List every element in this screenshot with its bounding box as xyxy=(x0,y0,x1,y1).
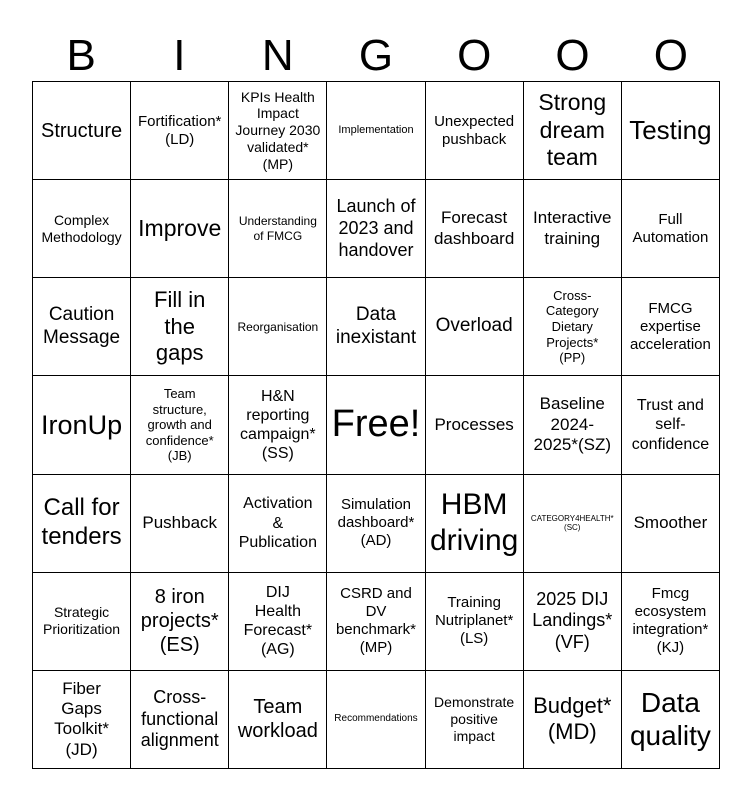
header-letter: I xyxy=(173,31,186,80)
bingo-cell[interactable]: Cross- functional alignment xyxy=(131,671,229,769)
bingo-cell[interactable]: Launch of 2023 and handover xyxy=(327,180,425,278)
bingo-cell[interactable]: Interactive training xyxy=(524,180,622,278)
bingo-cell[interactable]: Demonstrate positive impact xyxy=(426,671,524,769)
bingo-cell[interactable]: Forecast dashboard xyxy=(426,180,524,278)
bingo-cell[interactable]: Strong dream team xyxy=(524,82,622,180)
bingo-cell[interactable]: Strategic Prioritization xyxy=(33,573,131,671)
bingo-cell[interactable]: Trust and self- confidence xyxy=(622,376,720,474)
bingo-cell[interactable]: Fmcg ecosystem integration* (KJ) xyxy=(622,573,720,671)
bingo-cell[interactable]: Overload xyxy=(426,278,524,376)
bingo-header xyxy=(32,30,720,82)
bingo-cell[interactable]: Cross- Category Dietary Projects* (PP) xyxy=(524,278,622,376)
bingo-cell[interactable]: Pushback xyxy=(131,475,229,573)
bingo-cell[interactable]: Full Automation xyxy=(622,180,720,278)
bingo-cell[interactable]: Fortification* (LD) xyxy=(131,82,229,180)
bingo-cell[interactable]: Training Nutriplanet* (LS) xyxy=(426,573,524,671)
bingo-cell[interactable]: Improve xyxy=(131,180,229,278)
bingo-cell[interactable]: Reorganisation xyxy=(229,278,327,376)
bingo-cell[interactable]: Baseline 2024- 2025*(SZ) xyxy=(524,376,622,474)
header-letter: O xyxy=(457,31,492,80)
header-letter: G xyxy=(358,31,394,80)
bingo-cell[interactable]: Activation & Publication xyxy=(229,475,327,573)
bingo-cell[interactable]: DIJ Health Forecast* (AG) xyxy=(229,573,327,671)
bingo-cell[interactable]: Understanding of FMCG xyxy=(229,180,327,278)
header-letter: O xyxy=(555,31,590,80)
bingo-cell[interactable]: Team structure, growth and confidence* (JB) xyxy=(131,376,229,474)
bingo-cell[interactable]: Budget* (MD) xyxy=(524,671,622,769)
bingo-cell[interactable]: 2025 DIJ Landings* (VF) xyxy=(524,573,622,671)
bingo-cell[interactable]: CSRD and DV benchmark* (MP) xyxy=(327,573,425,671)
bingo-cell[interactable]: Unexpected pushback xyxy=(426,82,524,180)
bingo-cell[interactable]: KPIs Health Impact Journey 2030 validated* (MP) xyxy=(229,82,327,180)
bingo-cell[interactable]: Data quality xyxy=(622,671,720,769)
bingo-cell[interactable]: Complex Methodology xyxy=(33,180,131,278)
bingo-cell[interactable]: Recommendations xyxy=(327,671,425,769)
bingo-cell[interactable]: Implementation xyxy=(327,82,425,180)
bingo-cell[interactable]: Call for tenders xyxy=(33,475,131,573)
bingo-cell[interactable]: Free! xyxy=(327,376,425,474)
header-letter: O xyxy=(653,31,688,80)
header-letter: B xyxy=(66,31,96,80)
bingo-cell[interactable]: Testing xyxy=(622,82,720,180)
bingo-cell[interactable]: Data inexistant xyxy=(327,278,425,376)
bingo-cell[interactable]: Structure xyxy=(33,82,131,180)
bingo-cell[interactable]: Team workload xyxy=(229,671,327,769)
bingo-cell[interactable]: H&N reporting campaign* (SS) xyxy=(229,376,327,474)
bingo-grid xyxy=(32,81,720,769)
bingo-cell[interactable]: HBM driving xyxy=(426,475,524,573)
bingo-cell[interactable]: Fill in the gaps xyxy=(131,278,229,376)
bingo-cell[interactable]: IronUp xyxy=(33,376,131,474)
header-letter: N xyxy=(261,31,294,80)
bingo-cell[interactable]: 8 iron projects* (ES) xyxy=(131,573,229,671)
bingo-cell[interactable]: Smoother xyxy=(622,475,720,573)
bingo-cell[interactable]: FMCG expertise acceleration xyxy=(622,278,720,376)
bingo-cell[interactable]: Fiber Gaps Toolkit* (JD) xyxy=(33,671,131,769)
bingo-cell[interactable]: Processes xyxy=(426,376,524,474)
bingo-cell[interactable]: Caution Message xyxy=(33,278,131,376)
bingo-cell[interactable]: Simulation dashboard* (AD) xyxy=(327,475,425,573)
bingo-cell[interactable]: CATEGORY4HEALTH* (SC) xyxy=(524,475,622,573)
